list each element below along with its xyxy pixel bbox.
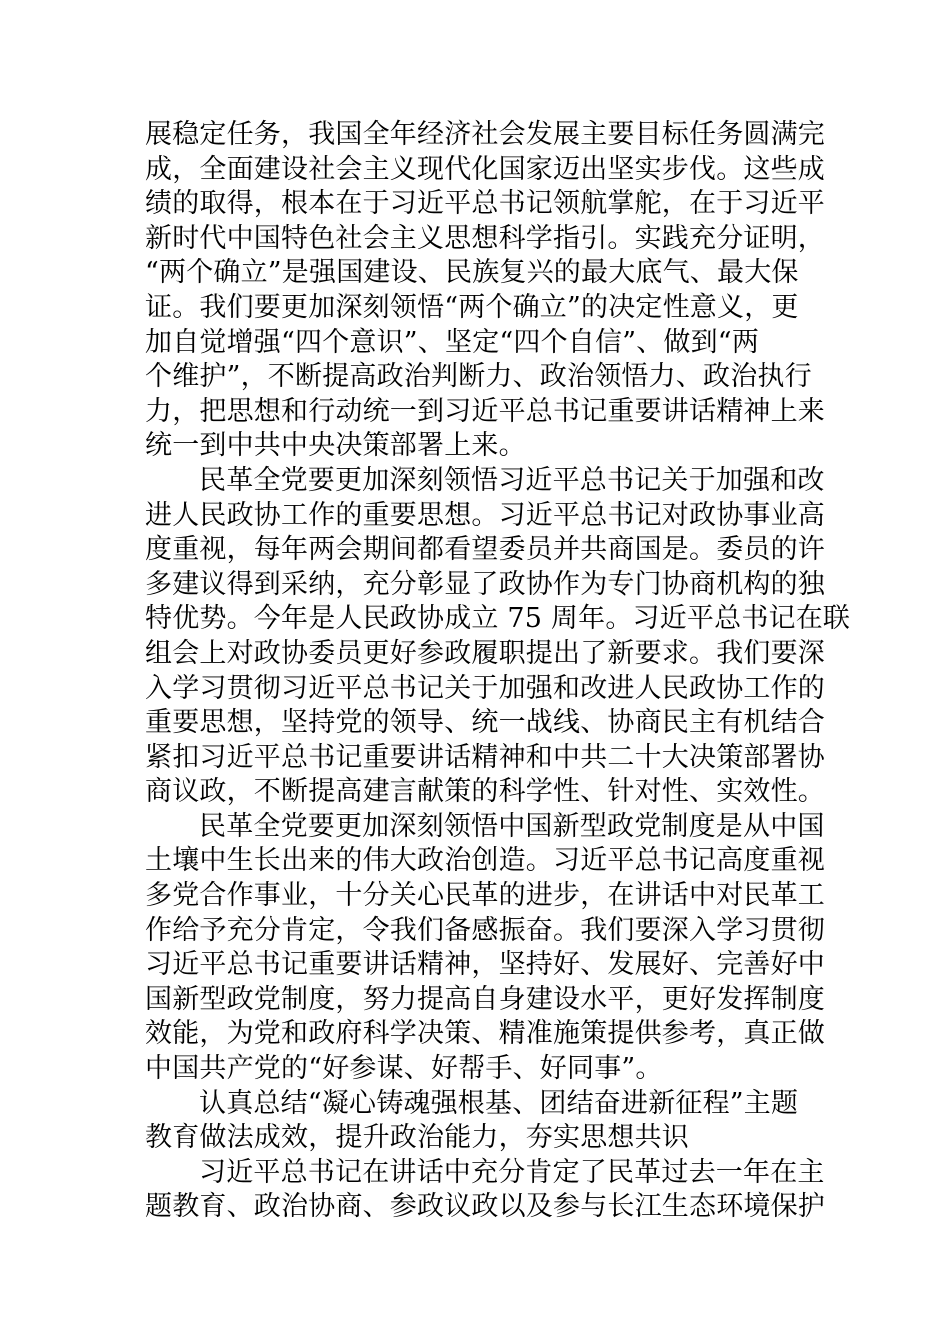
text-line: 成，全面建设社会主义现代化国家迈出坚实步伐。这些成 (145, 153, 825, 185)
text-line: 多党合作事业，十分关心民革的进步，在讲话中对民革工 (145, 880, 825, 912)
text-line: 入学习贯彻习近平总书记关于加强和改进人民政协工作的 (145, 672, 825, 704)
text-line: 作给予充分肯定，令我们备感振奋。我们要深入学习贯彻 (145, 914, 825, 946)
text-line: 个维护”，不断提高政治判断力、政治领悟力、政治执行 (145, 361, 812, 393)
text-line: 多建议得到采纳，充分彰显了政协作为专门协商机构的独 (145, 568, 825, 600)
text-line: 重要思想，坚持党的领导、统一战线、协商民主有机结合 (145, 707, 825, 739)
text-line: 习近平总书记重要讲话精神，坚持好、发展好、完善好中 (145, 949, 825, 981)
text-line: 商议政，不断提高建言献策的科学性、针对性、实效性。 (145, 776, 825, 808)
text-line: 证。我们要更加深刻领悟“两个确立”的决定性意义，更 (145, 291, 799, 323)
paragraph-first-line: 民革全党要更加深刻领悟习近平总书记关于加强和改 (199, 464, 825, 496)
text-line: 国新型政党制度，努力提高自身建设水平，更好发挥制度 (145, 983, 825, 1015)
paragraph-first-line: 习近平总书记在讲话中充分肯定了民革过去一年在主 (199, 1156, 825, 1188)
document-body (145, 118, 851, 1225)
text-line: 展稳定任务，我国全年经济社会发展主要目标任务圆满完 (145, 119, 825, 150)
text-line: 绩的取得，根本在于习近平总书记领航掌舵，在于习近平 (145, 188, 825, 220)
text-line: 土壤中生长出来的伟大政治创造。习近平总书记高度重视 (145, 845, 825, 877)
text-line: 特优势。今年是人民政协成立 75 周年。习近平总书记在联 (145, 603, 851, 635)
text-line: 统一到中共中央决策部署上来。 (145, 430, 526, 462)
text-line: 组会上对政协委员更好参政履职提出了新要求。我们要深 (145, 637, 825, 669)
text-line: 力，把思想和行动统一到习近平总书记重要讲话精神上来 (145, 395, 825, 427)
text-line: 新时代中国特色社会主义思想科学指引。实践充分证明， (145, 222, 825, 254)
text-line: 紧扣习近平总书记重要讲话精神和中共二十大决策部署协 (145, 741, 825, 773)
paragraph-first-line: 民革全党要更加深刻领悟中国新型政党制度是从中国 (199, 810, 825, 842)
text-line: 题教育、政治协商、参政议政以及参与长江生态环境保护 (145, 1191, 825, 1223)
text-line: 教育做法成效，提升政治能力，夯实思想共识 (145, 1122, 689, 1154)
text-line: 加自觉增强“四个意识”、坚定“四个自信”、做到“两 (145, 326, 760, 358)
paragraph-first-line: 认真总结“凝心铸魂强根基、团结奋进新征程”主题 (199, 1087, 799, 1119)
text-line: 进人民政协工作的重要思想。习近平总书记对政协事业高 (145, 499, 825, 531)
text-line: 中国共产党的“好参谋、好帮手、好同事”。 (145, 1053, 663, 1085)
text-line: “两个确立”是强国建设、民族复兴的最大底气、最大保 (145, 257, 799, 289)
text-line: 效能，为党和政府科学决策、精准施策提供参考，真正做 (145, 1018, 825, 1050)
text-line: 度重视，每年两会期间都看望委员并共商国是。委员的许 (145, 534, 825, 566)
